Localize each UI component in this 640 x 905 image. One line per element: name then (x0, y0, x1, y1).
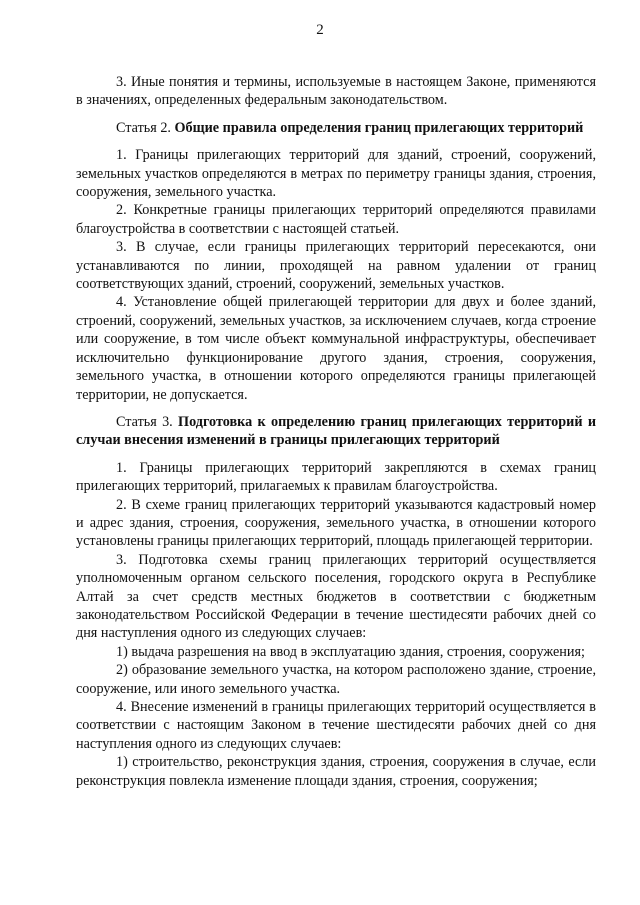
article-3-item-2: 2. В схеме границ прилегающих территорий указываются кадастровый номер и адрес здания, строения, сооружения, земельного участка, в отношении которого установлены границы прилегающих территорий, площадь прилегающей территории. (76, 496, 596, 550)
article-3-item-4: 4. Внесение изменений в границы прилегающих территорий осуществляется в соответствии с настоящим Законом в течение шестидесяти рабочих дней со дня наступления одного из следующих случаев: (76, 699, 596, 752)
article-3-item-1: 1. Границы прилегающих территорий закрепляются в схемах границ прилегающих территорий, прилагаемых к правилам благоустройства. (76, 459, 596, 495)
article-3-subitem-4-1: 1) строительство, реконструкция здания, строения, сооружения в случае, если реконструкция повлекла изменение площади здания, строения, сооружения; (76, 754, 596, 789)
paragraph-definitions: 3. Иные понятия и термины, используемые в настоящем Законе, применяются в значениях, определенных федеральным законодательством. (76, 74, 596, 109)
article-3-item-3: 3. Подготовка схемы границ прилегающих территорий осуществляется уполномоченным органом сельского поселения, городского округа в Республике Алтай за счет средств местных бюджетов в соответствии с бюджетным законодательством Российской Федерации в течение шестидесяти рабочих дней со дня наступления одного из следующих случаев: (76, 551, 596, 642)
document-body (76, 73, 596, 790)
article-2-item-1: 1. Границы прилегающих территорий для зданий, строений, сооружений, земельных участков определяются в метрах по периметру границы здания, строения, сооружения, земельного участка. (76, 147, 596, 201)
article-3-subitem-3-1: 1) выдача разрешения на ввод в эксплуатацию здания, строения, сооружения; (116, 643, 585, 660)
page-number: 2 (316, 22, 324, 38)
article-3-heading (76, 413, 596, 450)
article-3-subitem-3-2: 2) образование земельного участка, на котором расположено здание, строение, сооружение, или иного земельного участка. (76, 662, 596, 697)
article-3-title: Подготовка к определению границ прилегающих территорий и случаи внесения изменений в границы прилегающих территорий (76, 413, 596, 449)
article-2-item-4: 4. Установление общей прилегающей территории для двух и более зданий, строений, сооружений, земельных участков, за исключением случаев, когда строение или сооружение, в том числе объект коммунальной инфраструктуры, обеспечивает исключительно функционирование другого здания, строения, сооружения, земельного участка, в отношении которого определяются границы прилегающей территории, не допускается. (76, 294, 596, 403)
article-2-heading (76, 119, 596, 137)
article-2-item-3: 3. В случае, если границы прилегающих территорий пересекаются, они устанавливаются по линии, проходящей на равном удалении от границ соответствующих зданий, строений, сооружений, земельных участков. (76, 239, 596, 293)
article-3-prefix: Статья 3. (116, 413, 173, 430)
article-2-prefix: Статья 2. (116, 119, 171, 136)
article-2-title: Общие правила определения границ прилегающих территорий (174, 119, 584, 136)
article-2-item-2: 2. Конкретные границы прилегающих территорий определяются правилами благоустройства в соответствии с настоящей статьей. (76, 202, 596, 237)
